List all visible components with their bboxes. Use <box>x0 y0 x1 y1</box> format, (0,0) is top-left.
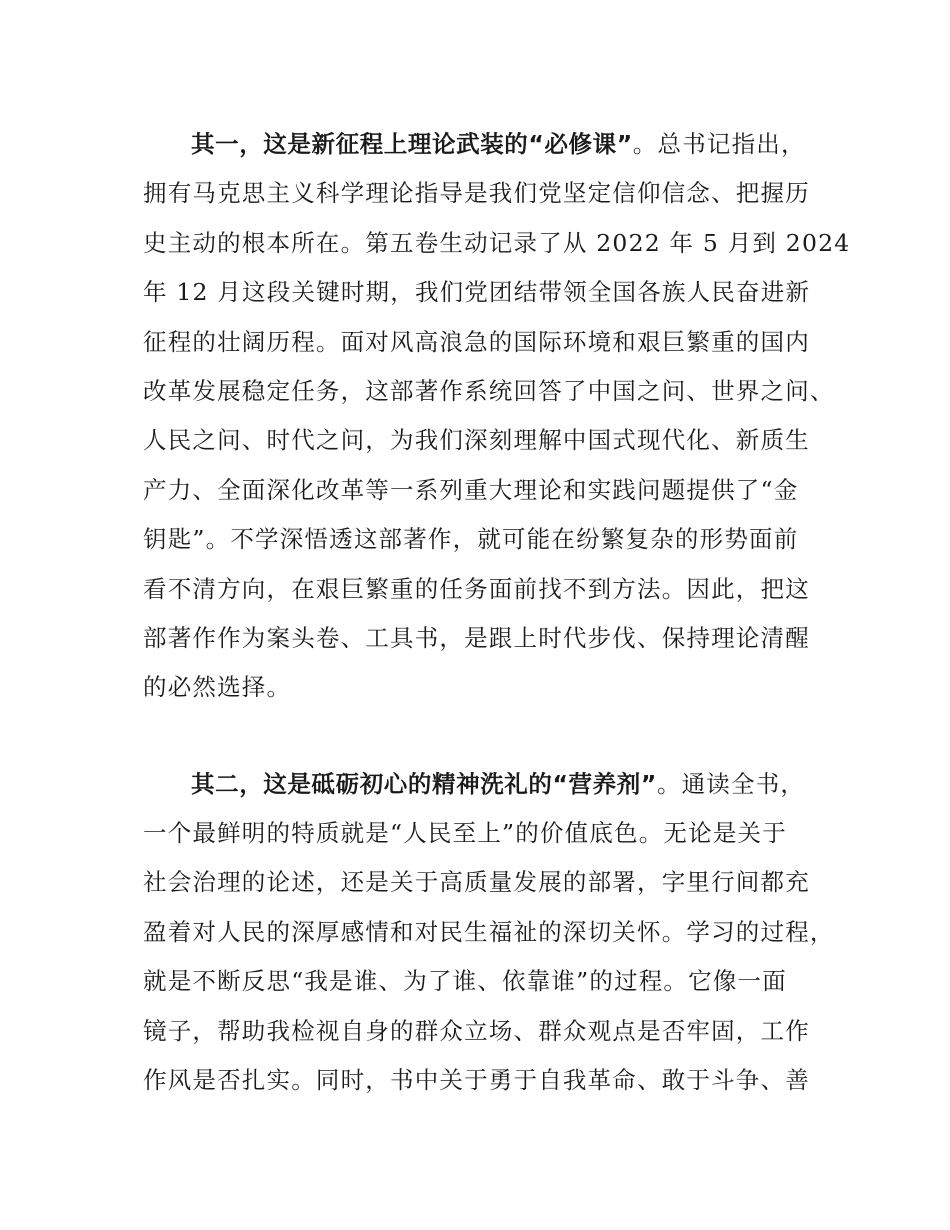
paragraph-text: 。通读全书， <box>656 769 806 798</box>
paragraph-lead-heading: 其二，这是砥砺初心的精神洗礼的“营养剂” <box>191 769 657 798</box>
paragraph-line: 社会治理的论述，还是关于高质量发展的部署，字里行间都充 <box>143 868 810 897</box>
paragraph-line: 拥有马克思主义科学理论指导是我们党坚定信仰信念、把握历 <box>143 179 810 208</box>
paragraph-line: 产力、全面深化改革等一系列重大理论和实践问题提供了“金 <box>143 475 799 504</box>
paragraph-line: 一个最鲜明的特质就是“人民至上”的价值底色。无论是关于 <box>143 819 787 848</box>
paragraph-text: 。总书记指出， <box>632 130 806 158</box>
paragraph-first-line <box>143 120 833 169</box>
paragraph-line: 人民之问、时代之问，为我们深刻理解中国式现代化、新质生 <box>143 426 810 455</box>
paragraph-line: 征程的壮阔历程。面对风高浪急的国际环境和艰巨繁重的国内 <box>143 327 810 356</box>
paragraph-line: 部著作作为案头卷、工具书，是跟上时代步伐、保持理论清醒 <box>143 623 810 652</box>
paragraph-line: 就是不断反思“我是谁、为了谁、依靠谁”的过程。它像一面 <box>143 967 787 996</box>
paragraph-line: 改革发展稳定任务，这部著作系统回答了中国之问、世界之问、 <box>143 376 835 405</box>
paragraph-2 <box>143 760 833 1106</box>
paragraph-line: 的必然选择。 <box>143 673 292 702</box>
paragraph-line: 年 12 月这段关键时期，我们党团结带领全国各族人民奋进新 <box>143 278 811 307</box>
paragraph-lead-heading: 其一，这是新征程上理论武装的“必修课” <box>191 130 633 158</box>
document-page <box>143 120 851 1152</box>
paragraph-1 <box>143 120 851 713</box>
paragraph-line: 看不清方向，在艰巨繁重的任务面前找不到方法。因此，把这 <box>143 574 810 603</box>
paragraph-line: 作风是否扎实。同时，书中关于勇于自我革命、敢于斗争、善 <box>143 1066 810 1095</box>
paragraph-line: 盈着对人民的深厚感情和对民生福祉的深切关怀。学习的过程， <box>143 917 835 946</box>
paragraph-line: 镜子，帮助我检视自身的群众立场、群众观点是否牢固，工作 <box>143 1016 810 1045</box>
paragraph-line: 钥匙”。不学深悟透这部著作，就可能在纷繁复杂的形势面前 <box>143 525 799 554</box>
paragraph-line: 史主动的根本所在。第五卷生动记录了从 2022 年 5 月到 2024 <box>143 228 851 257</box>
paragraph-first-line <box>143 760 833 809</box>
